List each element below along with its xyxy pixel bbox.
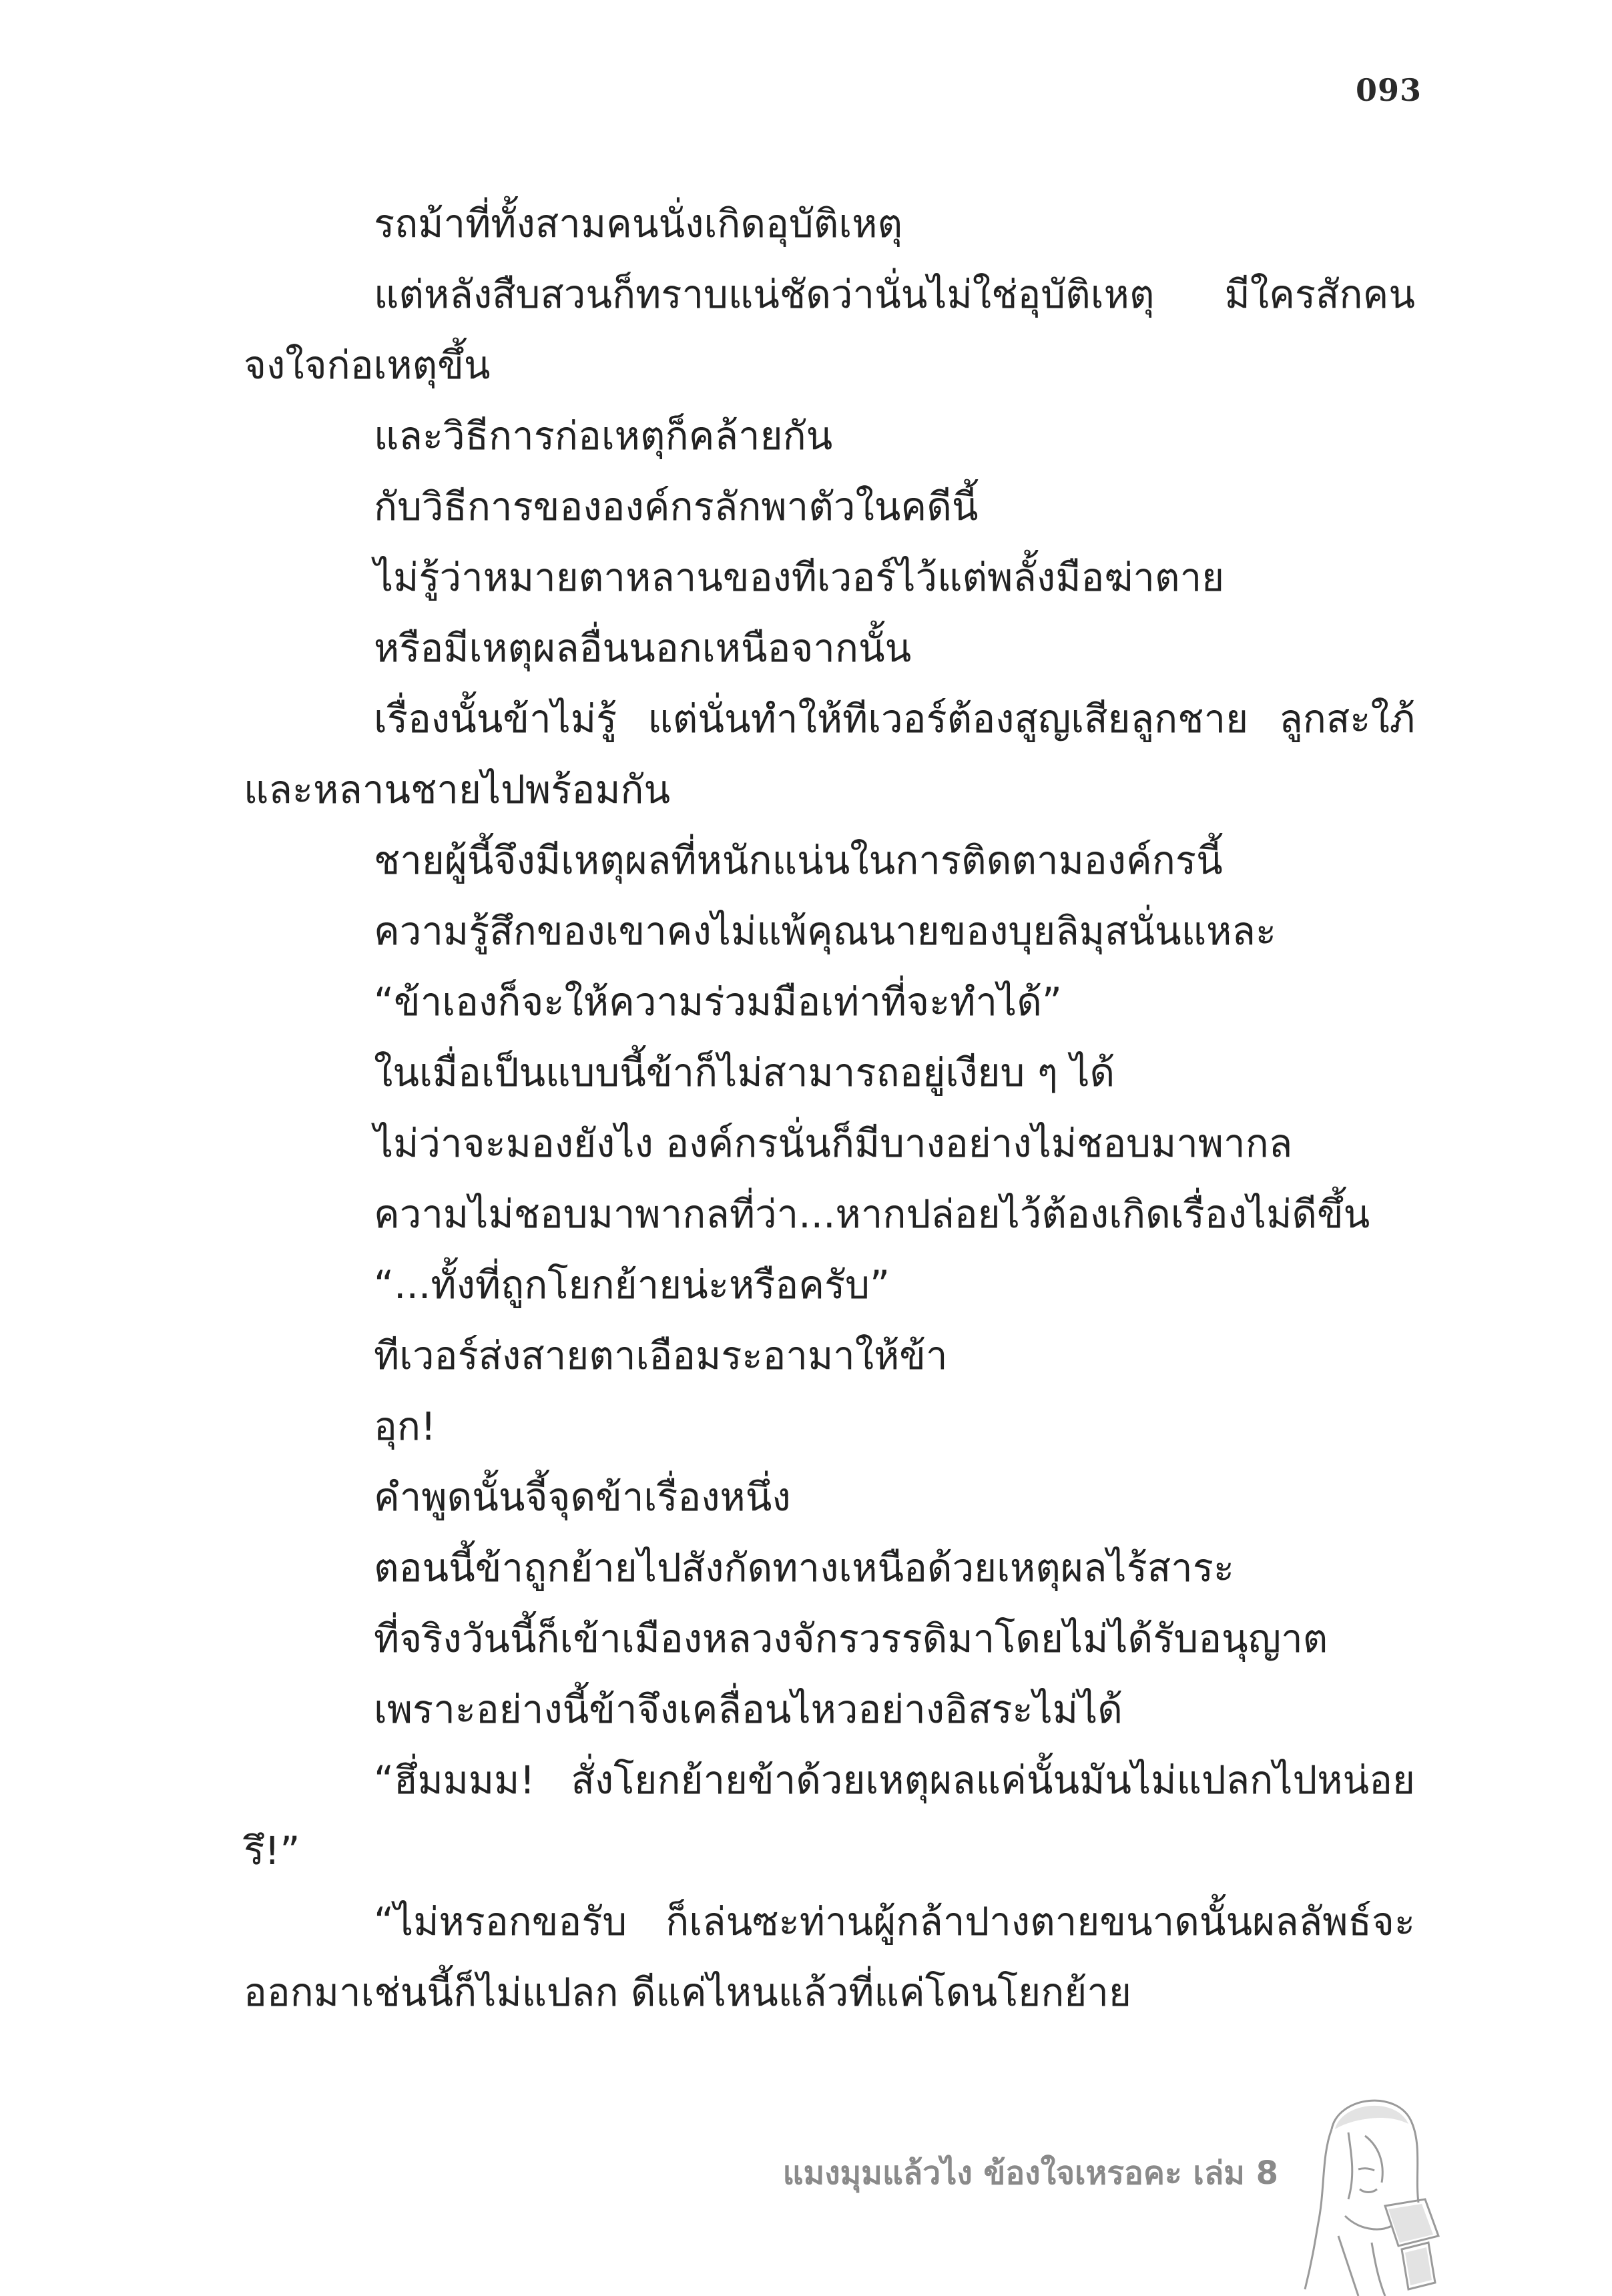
- paragraph: คำพูดนั้นจี้จุดข้าเรื่องหนึ่ง: [374, 1474, 791, 1520]
- paragraph: “ฮึ่มมมม! สั่งโยกย้ายข้าด้วยเหตุผลแค่นั้นมันไม่แปลกไปหน่อยรึ!”: [244, 1757, 1415, 1874]
- paragraph: เพราะอย่างนี้ข้าจึงเคลื่อนไหวอย่างอิสระไม่ได้: [374, 1687, 1123, 1732]
- paragraph: ชายผู้นี้จึงมีเหตุผลที่หนักแน่นในการติดตามองค์กรนี้: [374, 838, 1223, 883]
- paragraph: ที่จริงวันนี้ก็เข้าเมืองหลวงจักรวรรดิมาโดยไม่ได้รับอนุญาต: [374, 1616, 1328, 1661]
- paragraph: ทีเวอร์ส่งสายตาเอือมระอามาให้ข้า: [374, 1333, 948, 1378]
- paragraph: “ข้าเองก็จะให้ความร่วมมือเท่าที่จะทำได้”: [374, 979, 1062, 1025]
- paragraph: กับวิธีการขององค์กรลักพาตัวในคดีนี้: [374, 484, 979, 529]
- paragraph: “...ทั้งที่ถูกโยกย้ายน่ะหรือครับ”: [374, 1262, 890, 1308]
- character-illustration: [1285, 2082, 1452, 2296]
- paragraph: “ไม่หรอกขอรับ ก็เล่นซะท่านผู้กล้าปางตายขนาดนั้นผลลัพธ์จะออกมาเช่นนี้ก็ไม่แปลก ดีแค่ไหนแล้วที่แค่โดนโยกย้าย: [244, 1899, 1415, 2015]
- paragraph: รถม้าที่ทั้งสามคนนั่งเกิดอุบัติเหตุ: [374, 201, 903, 246]
- paragraph: ไม่รู้ว่าหมายตาหลานของทีเวอร์ไว้แต่พลั้งมือฆ่าตาย: [374, 555, 1225, 600]
- paragraph: และวิธีการก่อเหตุก็คล้ายกัน: [374, 413, 833, 459]
- paragraph: ความรู้สึกของเขาคงไม่แพ้คุณนายของบุยลิมุสนั่นแหละ: [374, 908, 1277, 954]
- paragraph: เรื่องนั้นข้าไม่รู้ แต่นั่นทำให้ทีเวอร์ต้องสูญเสียลูกชาย ลูกสะใภ้ และหลานชายไปพร้อมกัน: [244, 696, 1415, 812]
- page-number: 093: [1355, 72, 1422, 108]
- paragraph: หรือมีเหตุผลอื่นนอกเหนือจากนั้น: [374, 625, 912, 671]
- body-text: [244, 188, 1415, 2028]
- footer-book-title: แมงมุมแล้วไง ข้องใจเหรอคะ เล่ม 8: [782, 2155, 1278, 2192]
- paragraph: ความไม่ชอบมาพากลที่ว่า...หากปล่อยไว้ต้องเกิดเรื่องไม่ดีขึ้น: [374, 1191, 1370, 1237]
- paragraph: ตอนนี้ข้าถูกย้ายไปสังกัดทางเหนือด้วยเหตุผลไร้สาระ: [374, 1545, 1234, 1591]
- paragraph: แต่หลังสืบสวนก็ทราบแน่ชัดว่านั่นไม่ใช่อุบัติเหตุ มีใครสักคนจงใจก่อเหตุขึ้น: [244, 272, 1415, 388]
- paragraph: ในเมื่อเป็นแบบนี้ข้าก็ไม่สามารถอยู่เงียบ ๆ ได้: [374, 1050, 1115, 1095]
- paragraph: อุก!: [374, 1404, 437, 1449]
- paragraph: ไม่ว่าจะมองยังไง องค์กรนั่นก็มีบางอย่างไม่ชอบมาพากล: [374, 1121, 1293, 1166]
